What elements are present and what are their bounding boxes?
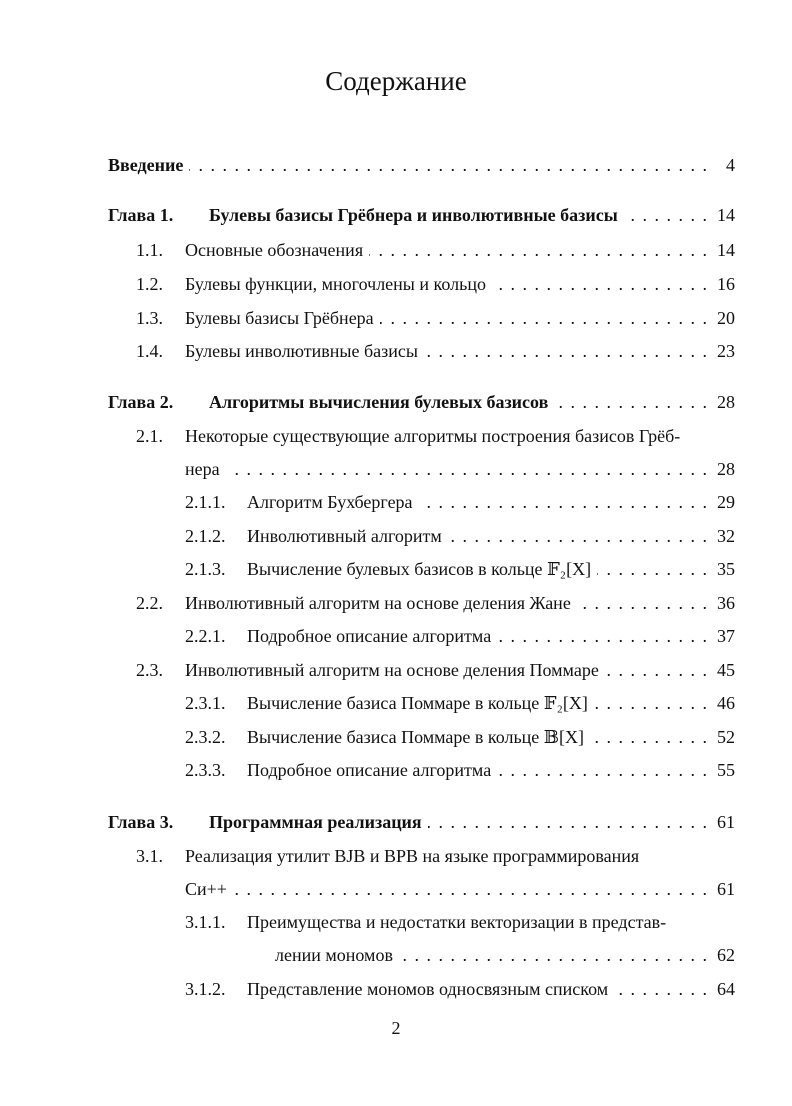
- toc-section-number: 1.4.: [136, 341, 163, 361]
- dot-leader: [369, 239, 707, 261]
- toc-section-number: 2.2.: [136, 593, 163, 613]
- toc-entry-chapter-1[interactable]: [209, 204, 735, 226]
- toc-entry[interactable]: [185, 340, 735, 362]
- toc-entry-continuation[interactable]: [185, 458, 735, 480]
- dot-leader: [492, 273, 707, 295]
- toc-entry[interactable]: [185, 239, 735, 261]
- toc-entry-page: 28: [717, 459, 735, 479]
- dot-leader: [594, 692, 707, 714]
- toc-entry-title: Инволютивный алгоритм на основе деления Поммаре: [185, 660, 599, 680]
- toc-entry-continuation[interactable]: [275, 944, 735, 966]
- toc-entry-title: Вычисление булевых базисов в кольце 𝔽₂[X]: [247, 559, 592, 579]
- toc-entry[interactable]: [185, 659, 735, 681]
- page-title: Содержание: [325, 66, 467, 96]
- toc-entry-page: 52: [717, 727, 735, 747]
- toc-entry-page: 35: [717, 559, 735, 579]
- toc-entry[interactable]: [247, 911, 735, 933]
- toc-entry[interactable]: [185, 273, 735, 295]
- toc-subsection-number: 2.3.3.: [185, 760, 226, 780]
- toc-entry-title: Алгоритмы вычисления булевых базисов: [209, 392, 549, 412]
- toc-subsection-number: 2.3.2.: [185, 727, 226, 747]
- toc-subsection-number: 2.1.2.: [185, 526, 226, 546]
- toc-subsection-number: 3.1.2.: [185, 979, 226, 999]
- dot-leader: [554, 391, 707, 413]
- toc-entry[interactable]: [247, 978, 735, 1000]
- toc-chapter-number: Глава 1.: [108, 205, 174, 225]
- toc-entry[interactable]: [247, 625, 735, 647]
- toc-entry-page: 16: [717, 274, 735, 294]
- dot-leader: [497, 759, 707, 781]
- dot-leader: [590, 726, 707, 748]
- toc-subsection-number: 2.2.1.: [185, 626, 226, 646]
- toc-entry-page: 61: [717, 879, 735, 899]
- toc-entry-title: Реализация утилит BJB и BPB на языке программирования: [185, 846, 640, 866]
- toc-entry-page: 28: [717, 392, 735, 412]
- toc-entry[interactable]: [185, 425, 735, 447]
- toc-entry-title: Подробное описание алгоритма: [247, 760, 492, 780]
- toc-subsection-number: 2.3.1.: [185, 693, 226, 713]
- toc-section-number: 2.1.: [136, 426, 163, 446]
- toc-entry-page: 14: [717, 205, 735, 225]
- dot-leader: [448, 525, 707, 547]
- toc-entry-title: Основные обозначения: [185, 240, 364, 260]
- toc-subsection-number: 2.1.3.: [185, 559, 226, 579]
- toc-entry-introduction[interactable]: [108, 154, 735, 176]
- dot-leader: [624, 204, 707, 226]
- toc-entry-title: Булевы базисы Грёбнера и инволютивные базисы: [209, 205, 618, 225]
- dot-leader: [424, 340, 707, 362]
- toc-entry-page: 45: [717, 660, 735, 680]
- dot-leader: [226, 458, 707, 480]
- toc-entry-title: Вычисление базиса Поммаре в кольце 𝔹[X]: [247, 727, 584, 747]
- toc-entry-title: Преимущества и недостатки векторизации в представ-: [247, 912, 667, 932]
- toc-entry-page: 29: [717, 492, 735, 512]
- toc-entry[interactable]: [247, 491, 735, 513]
- toc-chapter-number: Глава 2.: [108, 392, 174, 412]
- toc-entry[interactable]: [247, 525, 735, 547]
- dot-leader: [597, 558, 707, 580]
- dot-leader: [497, 625, 707, 647]
- toc-entry[interactable]: [247, 759, 735, 781]
- toc-entry-title: Подробное описание алгоритма: [247, 626, 492, 646]
- toc-entry-continuation[interactable]: [185, 878, 735, 900]
- toc-entry-chapter-2[interactable]: [209, 391, 735, 413]
- toc-section-number: 3.1.: [136, 846, 163, 866]
- toc-entry[interactable]: [247, 726, 735, 748]
- toc-entry-title: Вычисление базиса Поммаре в кольце 𝔽₂[X]: [247, 693, 588, 713]
- toc-entry-title-cont: Си++: [185, 879, 227, 899]
- toc-entry-title: Инволютивный алгоритм: [247, 526, 442, 546]
- toc-entry-chapter-3[interactable]: [209, 811, 735, 833]
- toc-section-number: 1.2.: [136, 274, 163, 294]
- toc-entry-page: 20: [717, 308, 735, 328]
- toc-entry-page: 62: [717, 945, 735, 965]
- toc-section-number: 1.1.: [136, 240, 163, 260]
- toc-chapter-number: Глава 3.: [108, 812, 174, 832]
- toc-entry-title: Булевы функции, многочлены и кольцо: [185, 274, 486, 294]
- dot-leader: [189, 154, 707, 176]
- toc-entry-page: 55: [717, 760, 735, 780]
- dot-leader: [605, 659, 707, 681]
- toc-entry-page: 64: [717, 979, 735, 999]
- toc-entry-title: Булевы базисы Грёбнера: [185, 308, 374, 328]
- dot-leader: [614, 978, 707, 1000]
- dot-leader: [233, 878, 707, 900]
- dot-leader: [419, 491, 707, 513]
- toc-entry[interactable]: [247, 558, 735, 580]
- toc-entry-title: Булевы инволютивные базисы: [185, 341, 418, 361]
- toc-entry-title: Программная реализация: [209, 812, 422, 832]
- toc-section-number: 2.3.: [136, 660, 163, 680]
- toc-entry[interactable]: [185, 307, 735, 329]
- dot-leader: [380, 307, 707, 329]
- toc-entry-title: Введение: [108, 155, 184, 175]
- toc-entry-title: Представление мономов односвязным списком: [247, 979, 609, 999]
- toc-entry-page: 4: [726, 155, 735, 175]
- toc-entry-title: Инволютивный алгоритм на основе деления Жане: [185, 593, 571, 613]
- toc-subsection-number: 2.1.1.: [185, 492, 226, 512]
- toc-entry[interactable]: [185, 845, 735, 867]
- toc-subsection-number: 3.1.1.: [185, 912, 226, 932]
- toc-entry[interactable]: [247, 692, 735, 714]
- dot-leader: [428, 811, 707, 833]
- toc-entry-page: 61: [717, 812, 735, 832]
- toc-entry-page: 32: [717, 526, 735, 546]
- toc-entry-page: 36: [717, 593, 735, 613]
- dot-leader: [577, 592, 707, 614]
- toc-entry[interactable]: [185, 592, 735, 614]
- page-number: 2: [391, 1018, 401, 1038]
- toc-entry-page: 14: [717, 240, 735, 260]
- toc-section-number: 1.3.: [136, 308, 163, 328]
- toc-entry-page: 23: [717, 341, 735, 361]
- toc-entry-page: 37: [717, 626, 735, 646]
- toc-entry-page: 46: [717, 693, 735, 713]
- toc-entry-title-cont: нера: [185, 459, 220, 479]
- toc-entry-title: Некоторые существующие алгоритмы построения базисов Грёб-: [185, 426, 681, 446]
- dot-leader: [399, 944, 707, 966]
- toc-entry-title-cont: лении мономов: [275, 945, 393, 965]
- toc-entry-title: Алгоритм Бухбергера: [247, 492, 413, 512]
